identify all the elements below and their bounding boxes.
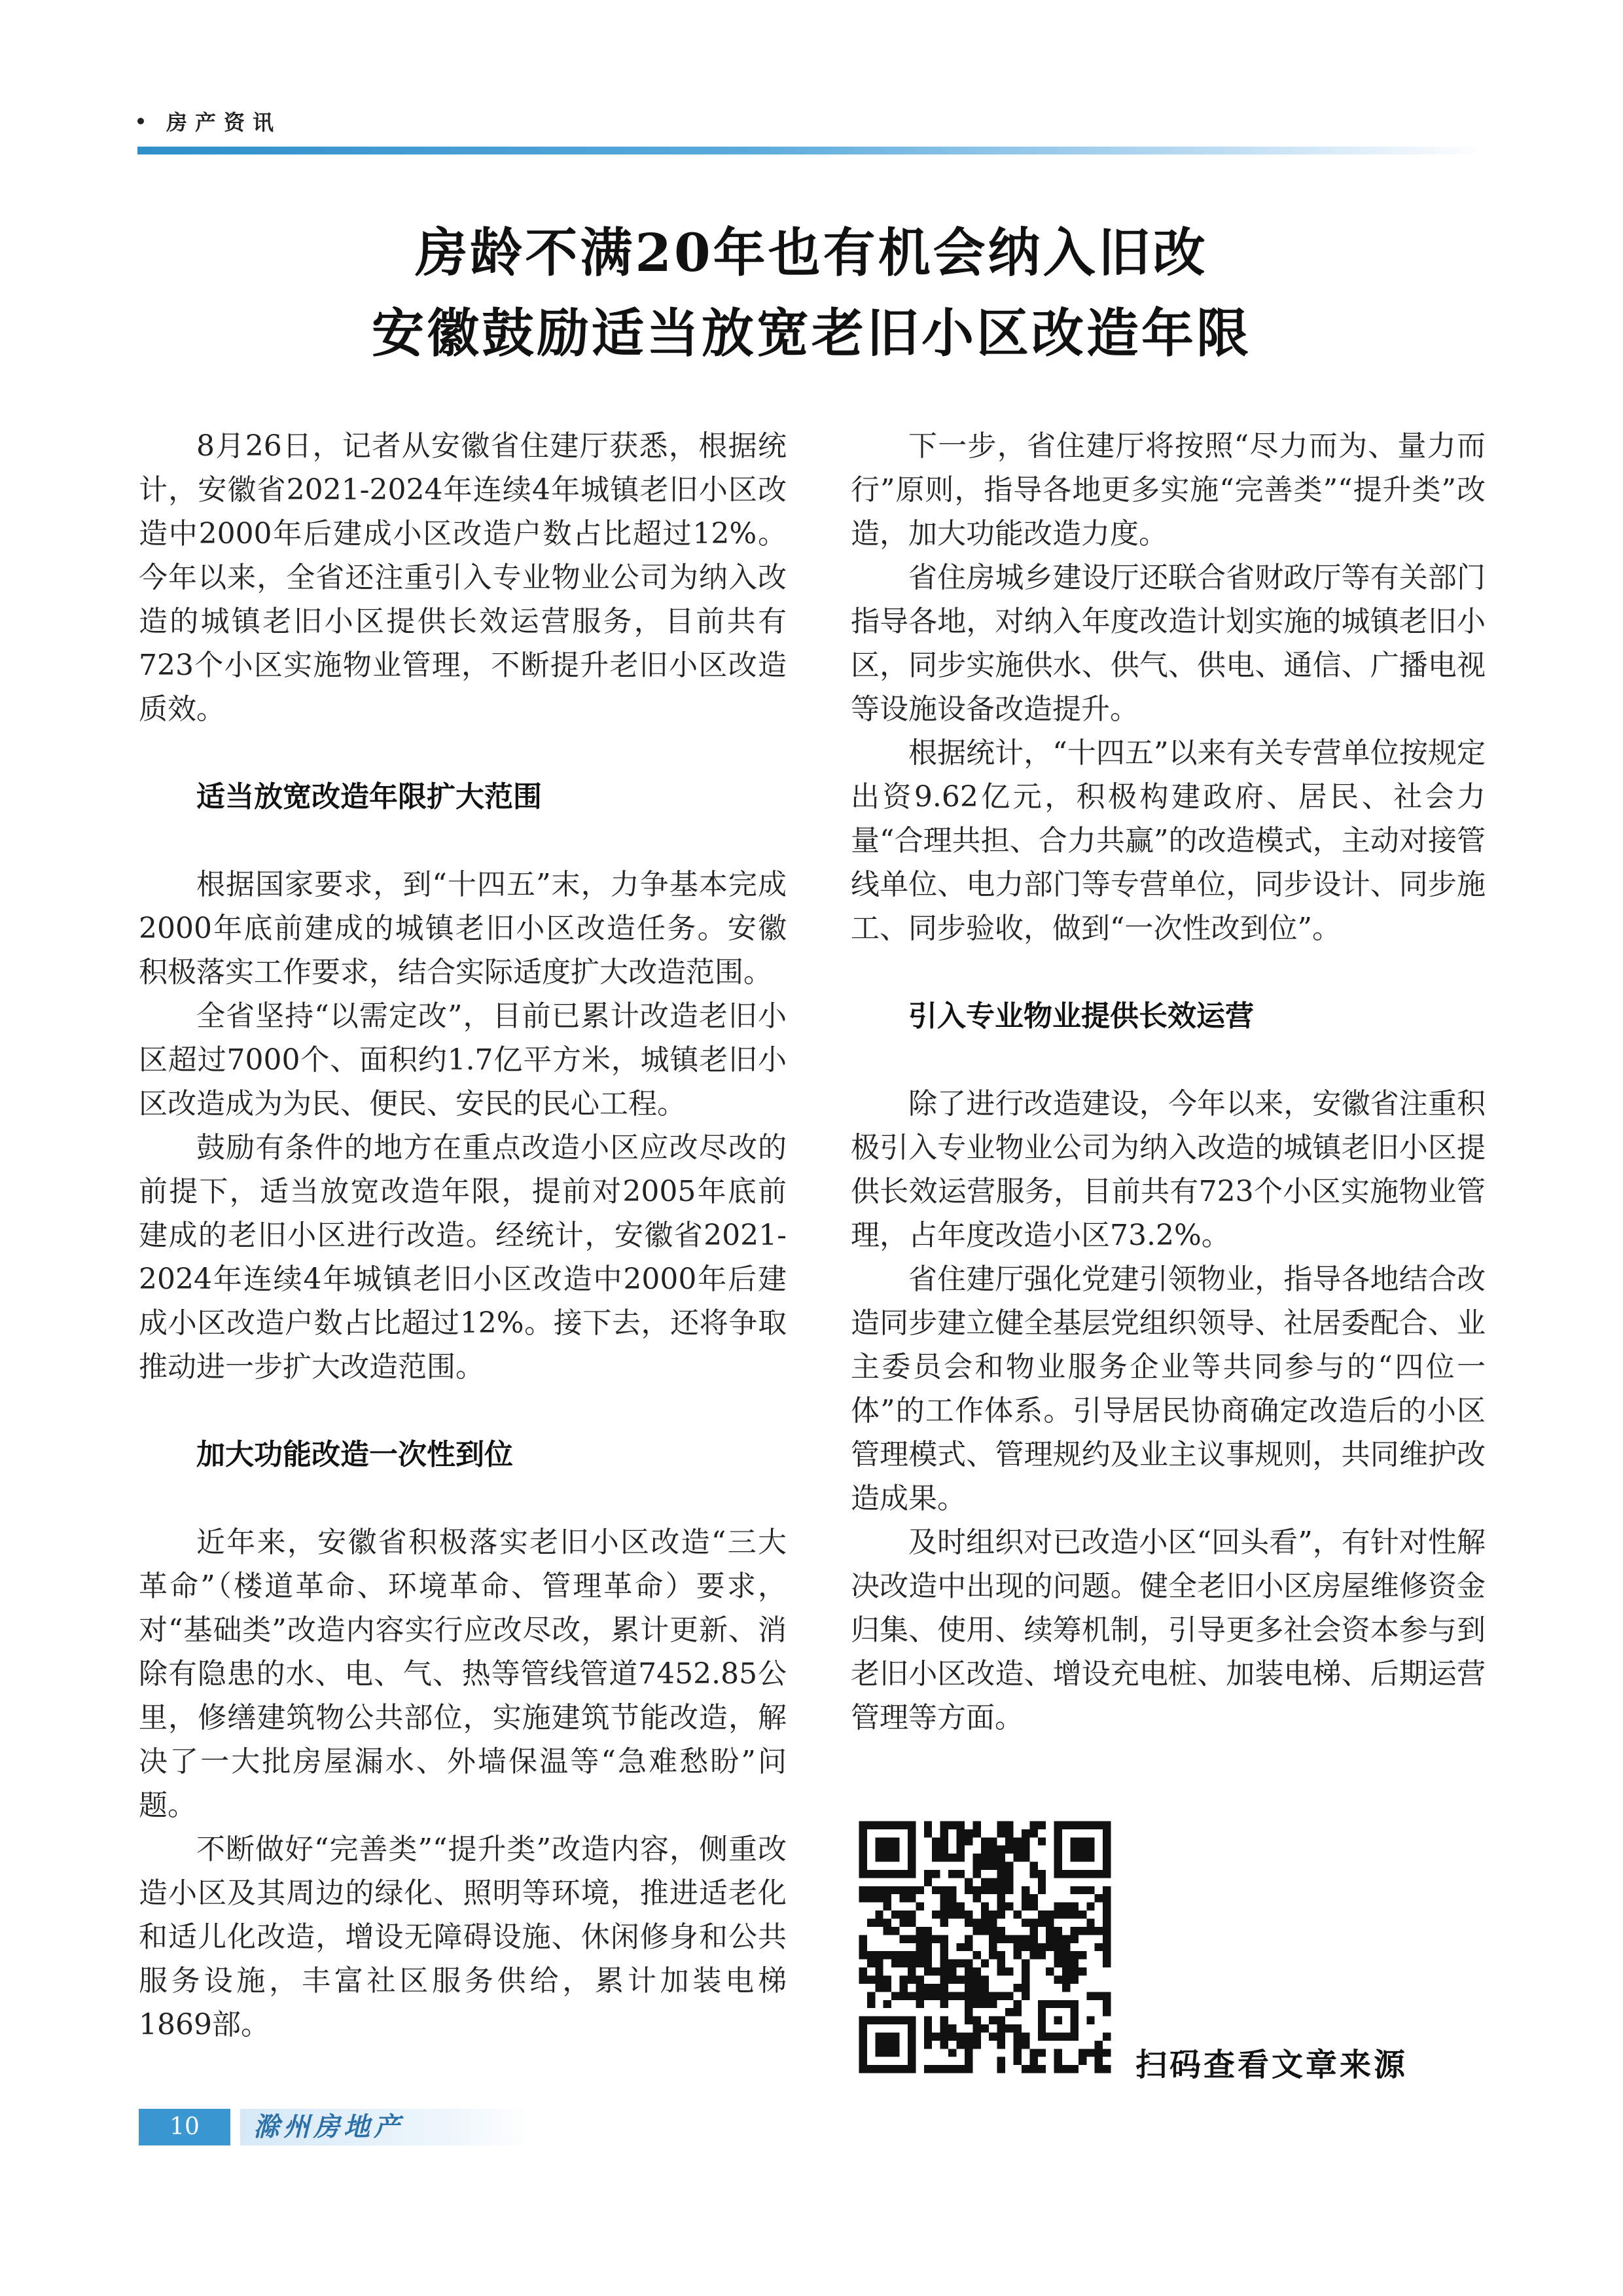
paragraph: 不断做好“完善类”“提升类”改造内容，侧重改造小区及其周边的绿化、照明等环境，推进适老化和适儿化改造，增设无障碍设施、休闲修身和公共服务设施，丰富社区服务供给，累计加装电梯1869部。 — [139, 1833, 787, 2041]
left-column — [139, 424, 787, 2047]
subheading: 适当放宽改造年限扩大范围 — [196, 780, 542, 814]
paragraph: 鼓励有条件的地方在重点改造小区应改尽改的前提下，适当放宽改造年限，提前对2005年底前建成的老旧小区进行改造。经统计，安徽省2021-2024年连续4年城镇老旧小区改造中2000年后建成小区改造户数占比超过12%。接下去，还将争取推动进一步扩大改造范围。 — [139, 1131, 787, 1384]
paragraph: 全省坚持“以需定改”，目前已累计改造老旧小区超过7000个、面积约1.7亿平方米，城镇老旧小区改造成为为民、便民、安民的民心工程。 — [139, 999, 787, 1121]
paragraph: 除了进行改造建设，今年以来，安徽省注重积极引入专业物业公司为纳入改造的城镇老旧小区提供长效运营服务，目前共有723个小区实施物业管理，占年度改造小区73.2%。 — [851, 1087, 1486, 1252]
article-title-line-2: 安徽鼓励适当放宽老旧小区改造年限 — [372, 302, 1251, 364]
page-number: 10 — [139, 2109, 230, 2145]
header-rule — [137, 147, 1486, 154]
paragraph: 近年来，安徽省积极落实老旧小区改造“三大革命”（楼道革命、环境革命、管理革命）要求，对“基础类”改造内容实行应改尽改，累计更新、消除有隐患的水、电、气、热等管线管道7452.85公里，修缮建筑物公共部位，实施建筑节能改造，解决了一大批房屋漏水、外墙保温等“急难愁盼”问题。 — [139, 1526, 787, 1822]
section-label: 房产资讯 — [166, 110, 282, 135]
paragraph: 下一步，省住建厅将按照“尽力而为、量力而行”原则，指导各地更多实施“完善类”“提升类”改造，加大功能改造力度。 — [851, 429, 1486, 550]
subheading: 加大功能改造一次性到位 — [196, 1438, 513, 1471]
paragraph: 根据统计，“十四五”以来有关专营单位按规定出资9.62亿元，积极构建政府、居民、社会力量“合理共担、合力共赢”的改造模式，主动对接管线单位、电力部门等专营单位，同步设计、同步施工、同步验收，做到“一次性改到位”。 — [851, 736, 1486, 945]
paragraph: 省住房城乡建设厅还联合省财政厅等有关部门指导各地，对纳入年度改造计划实施的城镇老旧小区，同步实施供水、供气、供电、通信、广播电视等设施设备改造提升。 — [851, 561, 1486, 726]
subheading: 引入专业物业提供长效运营 — [908, 999, 1254, 1033]
paragraph: 省住建厅强化党建引领物业，指导各地结合改造同步建立健全基层党组织领导、社居委配合、业主委员会和物业服务企业等共同参与的“四位一体”的工作体系。引导居民协商确定改造后的小区管理模式、管理规约及业主议事规则，共同维护改造成果。 — [851, 1263, 1486, 1515]
publication-name: 滁州房地产 — [240, 2109, 535, 2145]
paragraph: 8月26日，记者从安徽省住建厅获悉，根据统计，安徽省2021-2024年连续4年城镇老旧小区改造中2000年后建成小区改造户数占比超过12%。今年以来，全省还注重引入专业物业公司为纳入改造的城镇老旧小区提供长效运营服务，目前共有723个小区实施物业管理，不断提升老旧小区改造质效。 — [139, 429, 787, 726]
paragraph: 及时组织对已改造小区“回头看”，有针对性解决改造中出现的问题。健全老旧小区房屋维修资金归集、使用、续筹机制，引导更多社会资本参与到老旧小区改造、增设充电桩、加装电梯、后期运营管理等方面。 — [851, 1526, 1486, 1734]
section-header — [137, 105, 1486, 157]
qr-code-icon[interactable] — [851, 1813, 1119, 2081]
page-footer — [139, 2109, 1487, 2174]
right-column — [851, 424, 1486, 1740]
paragraph: 根据国家要求，到“十四五”末，力争基本完成2000年底前建成的城镇老旧小区改造任务。安徽积极落实工作要求，结合实际适度扩大改造范围。 — [139, 868, 787, 989]
article-title-line-1: 房龄不满20年也有机会纳入旧改 — [415, 222, 1208, 283]
qr-caption: 扫码查看文章来源 — [1135, 2047, 1408, 2083]
bullet-dot-icon — [137, 118, 144, 124]
